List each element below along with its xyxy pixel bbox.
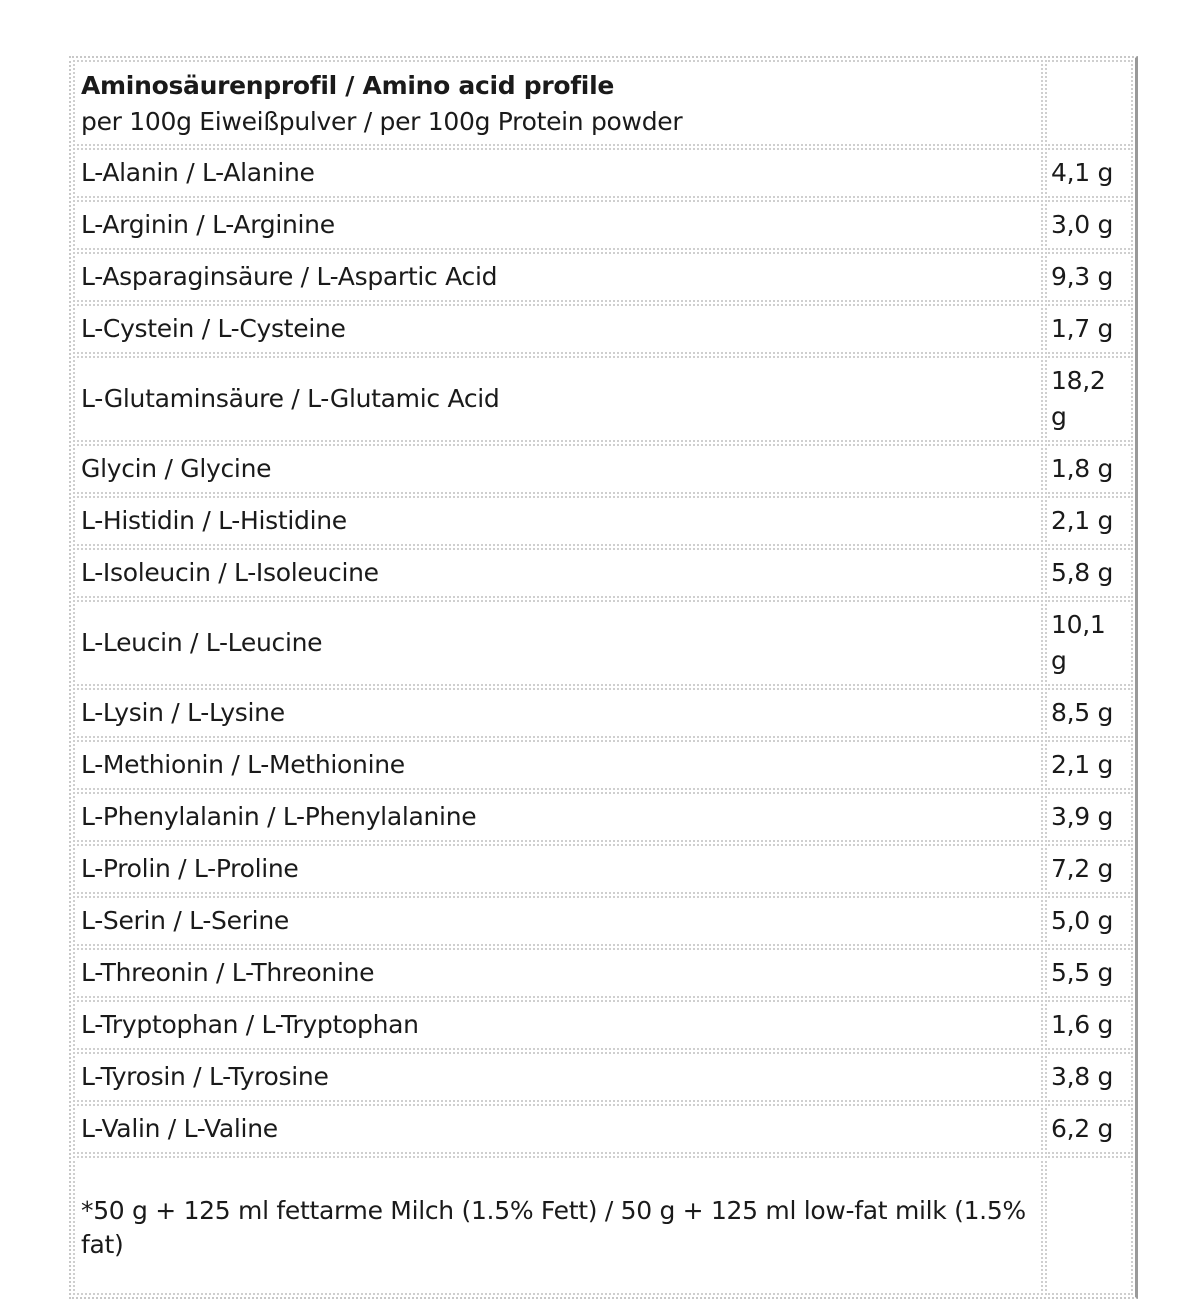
header-value-cell [1045,60,1133,146]
amino-acid-name: Glycin / Glycine [73,444,1043,494]
amino-acid-value: 9,3 g [1045,252,1133,302]
table-row [73,148,1133,198]
amino-acid-name: L-Phenylalanin / L-Phenylalanine [73,792,1043,842]
amino-acid-value: 3,9 g [1045,792,1133,842]
table-row [73,792,1133,842]
amino-acid-name: L-Cystein / L-Cysteine [73,304,1043,354]
table-subtitle: per 100g Eiweißpulver / per 100g Protein powder [81,107,683,136]
footnote-row [73,1156,1133,1295]
amino-acid-value: 7,2 g [1045,844,1133,894]
amino-acid-name: L-Arginin / L-Arginine [73,200,1043,250]
amino-acid-value: 2,1 g [1045,740,1133,790]
table-row [73,1104,1133,1154]
amino-acid-value: 1,8 g [1045,444,1133,494]
amino-acid-name: L-Serin / L-Serine [73,896,1043,946]
header-cell [73,60,1043,146]
table-row [73,496,1133,546]
table-row [73,1052,1133,1102]
table-title: Aminosäurenprofil / Amino acid profile [81,71,614,100]
amino-acid-value: 4,1 g [1045,148,1133,198]
amino-acid-name: L-Histidin / L-Histidine [73,496,1043,546]
amino-acid-name: L-Glutaminsäure / L-Glutamic Acid [73,356,1043,442]
amino-acid-value: 5,0 g [1045,896,1133,946]
amino-acid-name: L-Tryptophan / L-Tryptophan [73,1000,1043,1050]
table-row [73,948,1133,998]
table-row [73,200,1133,250]
amino-acid-table-container [69,56,1138,1299]
amino-acid-table [71,58,1135,1297]
footnote: *50 g + 125 ml fettarme Milch (1.5% Fett) / 50 g + 125 ml low-fat milk (1.5% fat) [73,1156,1043,1295]
amino-acid-name: L-Valin / L-Valine [73,1104,1043,1154]
table-row [73,896,1133,946]
amino-acid-value: 5,8 g [1045,548,1133,598]
amino-acid-name: L-Alanin / L-Alanine [73,148,1043,198]
table-row [73,304,1133,354]
table-row [73,1000,1133,1050]
amino-acid-value: 6,2 g [1045,1104,1133,1154]
table-row [73,548,1133,598]
amino-acid-value: 2,1 g [1045,496,1133,546]
amino-acid-value: 18,2 g [1045,356,1133,442]
amino-acid-name: L-Asparaginsäure / L-Aspartic Acid [73,252,1043,302]
footnote-empty-cell [1045,1156,1133,1295]
table-row [73,600,1133,686]
amino-acid-name: L-Lysin / L-Lysine [73,688,1043,738]
table-header-row [73,60,1133,146]
amino-acid-name: L-Leucin / L-Leucine [73,600,1043,686]
amino-acid-value: 5,5 g [1045,948,1133,998]
amino-acid-name: L-Prolin / L-Proline [73,844,1043,894]
table-row [73,844,1133,894]
amino-acid-value: 3,8 g [1045,1052,1133,1102]
amino-acid-value: 1,6 g [1045,1000,1133,1050]
amino-acid-name: L-Methionin / L-Methionine [73,740,1043,790]
table-row [73,740,1133,790]
table-row [73,356,1133,442]
amino-acid-value: 1,7 g [1045,304,1133,354]
amino-acid-value: 8,5 g [1045,688,1133,738]
table-row [73,252,1133,302]
table-row [73,444,1133,494]
amino-acid-value: 10,1 g [1045,600,1133,686]
amino-acid-name: L-Isoleucin / L-Isoleucine [73,548,1043,598]
table-row [73,688,1133,738]
amino-acid-value: 3,0 g [1045,200,1133,250]
amino-acid-name: L-Tyrosin / L-Tyrosine [73,1052,1043,1102]
amino-acid-name: L-Threonin / L-Threonine [73,948,1043,998]
